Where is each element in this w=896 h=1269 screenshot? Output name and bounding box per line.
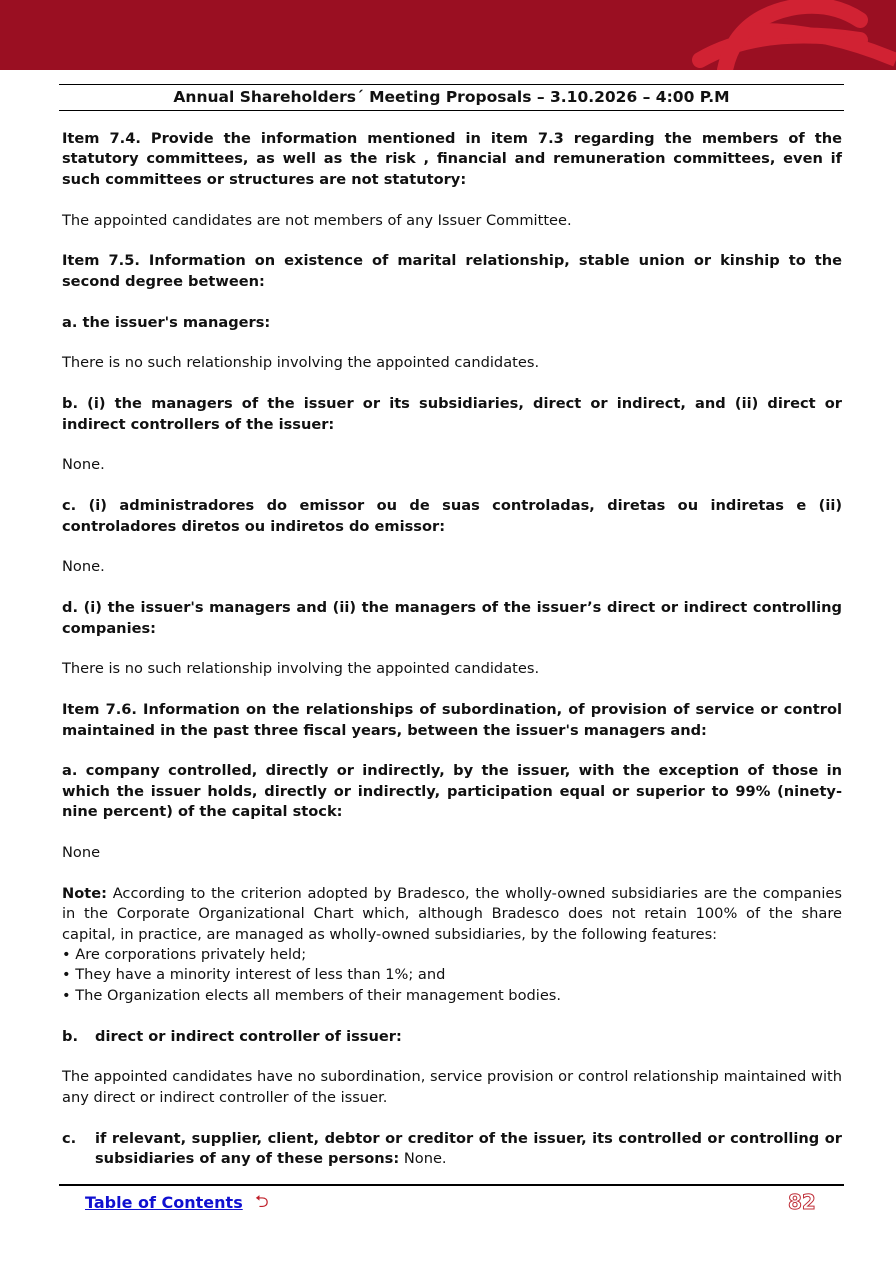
item-7-6-a-heading: a. company controlled, directly or indirectly, by the issuer, with the exception of those in which the issuer holds, directly or indirectly, participation equal or superior to 99% (ninety-nine percent) of the capital stock:	[62, 762, 842, 821]
list-item: • They have a minority interest of less than 1%; and	[62, 965, 842, 985]
item-7-5-c-heading: c. (i) administradores do emissor ou de suas controladas, diretas ou indiretas e (ii) controladores diretos ou indiretos do emissor:	[62, 497, 842, 535]
table-of-contents-link[interactable]: Table of Contents	[85, 1193, 243, 1212]
item-7-5-heading: Item 7.5. Information on existence of marital relationship, stable union or kinship to the second degree between:	[62, 252, 842, 290]
item-7-5-d-heading: d. (i) the issuer's managers and (ii) the managers of the issuer’s direct or indirect controlling companies:	[62, 599, 842, 637]
item-7-4-answer: The appointed candidates are not members of any Issuer Committee.	[62, 211, 572, 229]
page-number: 82	[788, 1190, 816, 1214]
item-7-6-b-heading	[62, 1027, 842, 1047]
item-7-5-a-heading: a. the issuer's managers:	[62, 313, 271, 331]
document-body	[62, 129, 842, 1190]
item-7-5-a-answer: There is no such relationship involving the appointed candidates.	[62, 354, 540, 372]
note-bullet-list	[62, 945, 842, 1006]
list-item: • Are corporations privately held;	[62, 945, 842, 965]
bradesco-logo-icon	[0, 0, 896, 70]
item-heading: direct or indirect controller of issuer:	[95, 1027, 402, 1045]
item-7-5-c-answer: None.	[62, 558, 105, 576]
page-title: Annual Shareholders´ Meeting Proposals – 3.10.2026 – 4:00 P.M	[59, 84, 844, 111]
list-item: • The Organization elects all members of their management bodies.	[62, 986, 842, 1006]
item-7-5-b-answer: None.	[62, 456, 105, 474]
note-label: Note:	[62, 884, 107, 902]
item-7-5-d-answer: There is no such relationship involving the appointed candidates.	[62, 660, 540, 678]
item-7-6-c	[62, 1129, 842, 1170]
item-label: b.	[62, 1027, 78, 1045]
item-7-6-a-answer: None	[62, 844, 101, 862]
item-7-6-heading: Item 7.6. Information on the relationships of subordination, of provision of service or control maintained in the past three fiscal years, between the issuer's managers and:	[62, 701, 842, 739]
item-answer: None.	[399, 1150, 447, 1168]
item-heading: if relevant, supplier, client, debtor or creditor of the issuer, its controlled or controlling or subsidiaries of any of these persons:	[95, 1129, 842, 1168]
item-body	[95, 1129, 842, 1170]
note-text: According to the criterion adopted by Bradesco, the wholly-owned subsidiaries are the companies in the Corporate Organizational Chart which, although Bradesco does not retain 100% of the share capital, in practice, are managed as wholly-owned subsidiaries, by the following features:	[62, 884, 842, 943]
item-7-4-heading: Item 7.4. Provide the information mentioned in item 7.3 regarding the members of the statutory committees, as well as the risk , financial and remuneration committees, even if such committees or structures are not statutory:	[62, 130, 842, 188]
item-7-6-b-answer: The appointed candidates have no subordination, service provision or control relationship maintained with any direct or indirect controller of the issuer.	[62, 1068, 842, 1106]
return-arrow-icon[interactable]: ⮌	[255, 1192, 269, 1212]
item-7-5-b-heading: b. (i) the managers of the issuer or its subsidiaries, direct or indirect, and (ii) direct or indirect controllers of the issuer:	[62, 395, 842, 433]
note-paragraph	[62, 884, 842, 945]
header-banner	[0, 0, 896, 70]
footer-divider	[59, 1184, 844, 1186]
item-label: c.	[62, 1129, 77, 1147]
